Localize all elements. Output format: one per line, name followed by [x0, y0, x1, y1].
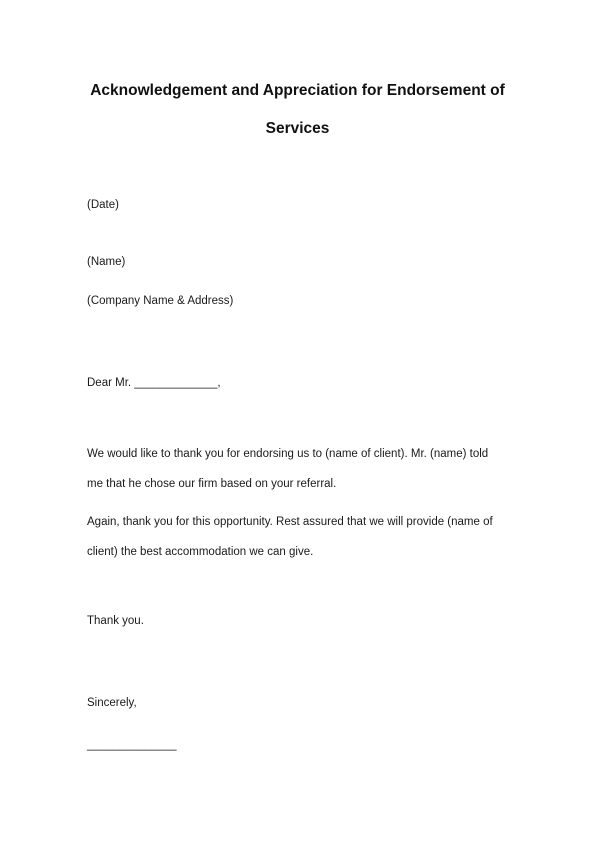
- paragraph-2-line-1: Again, thank you for this opportunity. Rest assured that we will provide (name of: [87, 516, 493, 528]
- closing: Sincerely,: [87, 697, 137, 709]
- thank-you-line: Thank you.: [87, 615, 144, 627]
- paragraph-1-line-1: We would like to thank you for endorsing us to (name of client). Mr. (name) told: [87, 448, 489, 460]
- date-placeholder: (Date): [87, 199, 119, 211]
- company-address-placeholder: (Company Name & Address): [87, 295, 234, 307]
- document-title-line-2: Services: [265, 120, 330, 137]
- paragraph-1-line-2: me that he chose our firm based on your referral.: [87, 478, 337, 490]
- document-title-line-1: Acknowledgement and Appreciation for Endorsement of: [90, 82, 505, 99]
- paragraph-2-line-2: client) the best accommodation we can give.: [87, 546, 314, 558]
- salutation: Dear Mr. _____________,: [87, 377, 221, 389]
- recipient-name-placeholder: (Name): [87, 256, 126, 268]
- signature-line: ______________: [87, 739, 177, 751]
